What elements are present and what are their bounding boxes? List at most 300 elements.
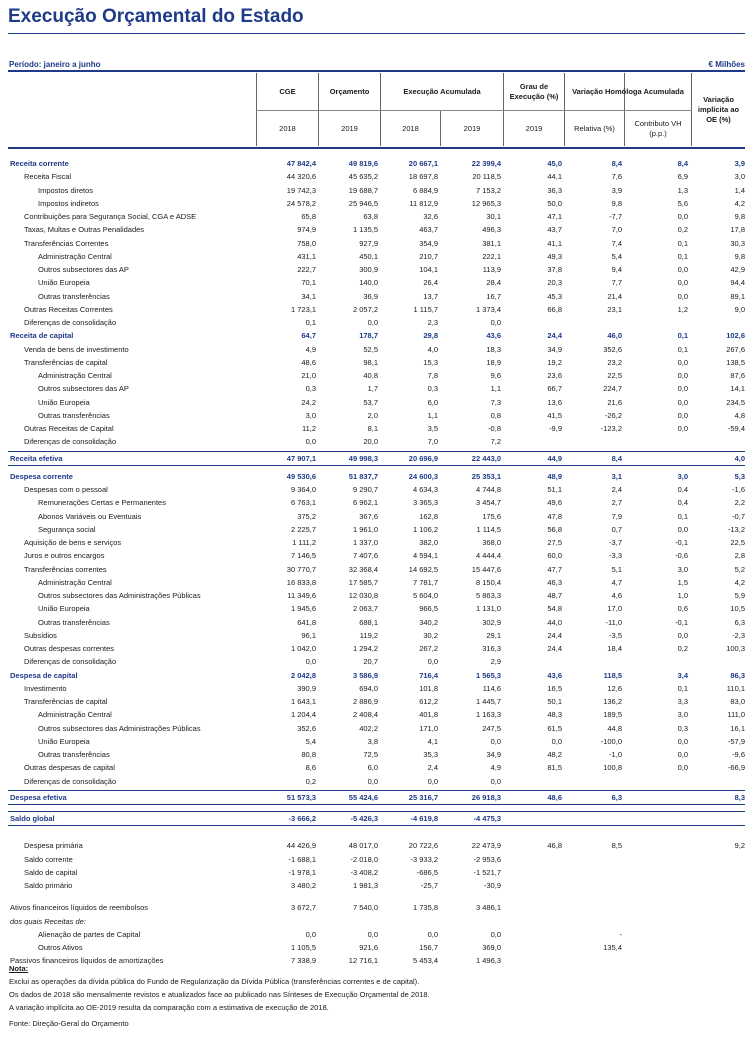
cell-value: 102,6 [726,331,745,341]
row-label: Outras Receitas de Capital [24,424,114,433]
cell-value: 175,6 [482,511,501,521]
cell-value: 47,8 [547,511,562,521]
cell-value: 4 594,1 [412,551,438,561]
cell-value: 352,6 [297,723,316,733]
cell-value: 100,3 [726,644,745,653]
cell-value: 51 573,3 [286,792,316,802]
cell-value: 51 837,7 [348,471,378,481]
cell-value: 21,4 [607,291,622,301]
cell-value: 64,7 [301,331,316,341]
cell-value: 2 063,7 [352,604,378,614]
row-label: Outros subsectores das AP [38,265,129,274]
table-row [8,197,745,210]
cell-value: 86,3 [730,670,745,680]
cell-value: 3,4 [677,670,688,680]
cell-value: 9,8 [734,212,745,221]
table-row [8,928,745,941]
cell-value: 25 946,5 [348,198,378,208]
table-row [8,549,745,562]
cell-value: 22,5 [607,371,622,380]
row-label: Saldo de capital [24,867,78,877]
cell-value: 5,6 [677,198,688,208]
table-row [8,409,745,422]
cell-value: 22 399,4 [471,159,501,168]
table-row [8,629,745,642]
row-label: Remunerações Certas e Permanentes [38,498,166,508]
cell-value: 3,3 [677,697,688,706]
cell-value: 7 540,0 [352,903,378,913]
cell-value: 24,4 [547,331,562,341]
cell-value: 4,0 [427,344,438,354]
cell-value: 1 735,8 [412,903,438,913]
cell-value: 17,8 [730,225,745,235]
cell-value: -1,0 [609,750,622,759]
table-row [8,470,745,483]
cell-value: -3 666,2 [288,814,316,823]
table-row [8,735,745,748]
col-relativa: Relativa (%) [574,123,615,133]
cell-value: 450,1 [359,251,378,261]
cell-value: 4,6 [611,591,622,600]
cell-value: 46,8 [547,841,562,851]
cell-value: 7 153,2 [475,185,501,195]
header-divider [8,147,745,149]
cell-value: 4,2 [734,198,745,208]
cell-value: 54,8 [547,604,562,614]
cell-value: 4,9 [490,763,501,773]
cell-value: 367,6 [359,511,378,521]
cell-value: 0,0 [367,318,378,327]
cell-value: 6,3 [734,617,745,627]
cell-value: 20,3 [547,278,562,288]
cell-value: 369,0 [482,943,501,952]
cell-value: 0,0 [427,776,438,786]
cell-value: 0,0 [490,776,501,786]
table-row [8,941,745,954]
cell-value: 2,4 [611,485,622,494]
col-year: 2018 [402,123,419,133]
cell-value: 300,9 [359,265,378,274]
cell-value: 22,5 [730,538,745,547]
cell-value: 5,9 [734,591,745,600]
cell-value: 612,2 [419,697,438,706]
cell-value: 44 320,6 [286,172,316,182]
table-row [8,382,745,395]
col-year: 2019 [525,123,543,133]
cell-value: 49 530,6 [286,471,316,481]
cell-value: 101,8 [419,683,438,693]
cell-value: -100,0 [600,736,622,746]
cell-value: 16 833,8 [286,577,316,587]
title-divider [8,33,745,34]
cell-value: 2 042,8 [290,670,316,680]
cell-value: 1 565,3 [475,670,501,680]
table-row [8,866,745,879]
cell-value: -9,9 [549,424,562,433]
cell-value: 55 424,6 [348,792,378,802]
row-label: Outras transferências [38,750,110,759]
cell-value: 70,1 [301,278,316,288]
cell-value: 2,8 [734,551,745,561]
cell-value: 189,5 [603,710,622,720]
cell-value: 0,1 [677,331,688,341]
table-row [8,708,745,721]
table-row [8,483,745,496]
cell-value: 12 965,3 [471,198,501,208]
cell-value: 390,9 [297,683,316,693]
cell-value: 4,2 [734,577,745,587]
cell-value: 61,5 [547,723,562,733]
cell-value: 0,8 [490,410,501,420]
cell-value: - [619,929,622,939]
cell-value: 7,0 [427,437,438,447]
cell-value: 100,8 [603,763,622,773]
cell-value: 83,0 [730,697,745,706]
cell-value: 40,8 [363,371,378,380]
cell-value: 136,2 [603,697,622,706]
cell-value: 51,1 [547,485,562,494]
cell-value: 22 473,9 [471,841,501,851]
cell-value: 8,6 [305,763,316,773]
cell-value: 110,1 [726,683,745,693]
cell-value: 43,6 [547,670,562,680]
cell-value: 0,3 [305,384,316,394]
cell-value: -0,6 [675,551,688,561]
cell-value: 8,4 [611,453,622,463]
cell-value: 7,2 [490,437,501,447]
cell-value: 30,1 [486,212,501,221]
row-label: Transferências correntes [24,564,107,574]
cell-value: 224,7 [603,384,622,394]
cell-value: 1 445,7 [475,697,501,706]
table-row [8,356,745,369]
col-contributo: Contributo VH (p.p.) [634,118,682,138]
cell-value: 9,8 [611,198,622,208]
cell-value: 0,2 [677,644,688,653]
row-label: Aquisição de bens e serviços [24,538,122,547]
cell-value: 1 042,0 [290,644,316,653]
cell-value: -1 521,7 [473,867,501,877]
cell-value: 2,9 [490,657,501,667]
row-label: Venda de bens de investimento [24,344,129,354]
cell-value: 98,1 [363,357,378,367]
cell-value: 9,8 [734,251,745,261]
table-row [8,276,745,289]
cell-value: -3,5 [609,630,622,640]
table-row [8,536,745,549]
table-row [8,669,745,682]
row-label: Impostos diretos [38,185,94,195]
table-row [8,748,745,761]
table-row [8,790,745,805]
cell-value: -2,3 [732,630,745,640]
cell-value: 138,5 [726,357,745,367]
cell-value: 118,5 [603,670,622,680]
unit-label: € Milhões [708,60,745,69]
cell-value: 35,3 [423,750,438,759]
cell-value: 23,6 [547,371,562,380]
row-label: Passivos financeiros líquidos de amortizações [10,956,164,966]
cell-value: 25 316,7 [408,792,438,802]
cell-value: 5,4 [611,251,622,261]
cell-value: 8 150,4 [475,577,501,587]
row-label: Saldo primário [24,881,73,890]
cell-value: 0,4 [677,498,688,508]
cell-value: 48,7 [547,591,562,600]
table-row [8,642,745,655]
cell-value: 2 057,2 [352,304,378,314]
cell-value: 3,9 [611,185,622,195]
cell-value: 5 604,0 [412,591,438,600]
table-row [8,303,745,316]
cell-value: 2 886,9 [352,697,378,706]
row-label: União Europeia [38,604,90,614]
cell-value: -0,1 [675,617,688,627]
cell-value: 89,1 [730,291,745,301]
cell-value: 63,8 [363,212,378,221]
table-row [8,422,745,435]
cell-value: 114,6 [482,683,501,693]
cell-value: 32 368,4 [348,564,378,574]
cell-value: 340,2 [419,617,438,627]
col-variacao-oe: Variação implícita ao OE (%) [697,95,740,124]
cell-value: 1 131,0 [475,604,501,614]
cell-value: 20 696,9 [408,453,438,463]
cell-value: 8,1 [367,424,378,433]
cell-value: 16,5 [547,683,562,693]
cell-value: 24,2 [301,397,316,407]
row-label: Receita Fiscal [24,172,72,182]
cell-value: 2,4 [427,763,438,773]
cell-value: 113,9 [482,265,501,274]
cell-value: 47,1 [547,212,562,221]
cell-value: 496,3 [482,225,501,235]
cell-value: 4,1 [427,736,438,746]
cell-value: 81,5 [547,763,562,773]
cell-value: 44,0 [547,617,562,627]
cell-value: 1,0 [677,591,688,600]
cell-value: 34,9 [547,344,562,354]
cell-value: -3 408,2 [350,867,378,877]
cell-value: 0,0 [677,371,688,380]
cell-value: 222,1 [482,251,501,261]
cell-value: 0,2 [677,225,688,235]
cell-value: 41,5 [547,410,562,420]
cell-value: 0,1 [677,511,688,521]
cell-value: 6,0 [367,763,378,773]
cell-value: 42,9 [730,265,745,274]
cell-value: 36,9 [363,291,378,301]
table-row [8,237,745,250]
cell-value: 6,3 [611,792,622,802]
cell-value: 4,7 [611,577,622,587]
table-row [8,223,745,236]
cell-value: 10,5 [730,604,745,614]
cell-value: 0,1 [305,318,316,327]
row-label: Outras transferências [38,410,110,420]
cell-value: 0,0 [677,265,688,274]
cell-value: 641,8 [297,617,316,627]
cell-value: 14,1 [730,384,745,394]
cell-value: 4 444,4 [475,551,501,561]
table-row [8,616,745,629]
cell-value: 45,0 [547,159,562,168]
cell-value: 0,0 [490,929,501,939]
cell-value: 0,0 [677,763,688,773]
cell-value: 1 945,6 [290,604,316,614]
cell-value: 8,5 [611,841,622,851]
cell-value: 30,2 [423,630,438,640]
cell-value: 1,5 [677,577,688,587]
cell-value: 0,0 [551,736,562,746]
row-label: Saldo global [10,814,55,823]
cell-value: -0,7 [732,511,745,521]
row-label: Diferenças de consolidação [24,437,117,447]
cell-value: 463,7 [419,225,438,235]
cell-value: 49,3 [547,251,562,261]
row-label: Transferências Correntes [24,238,109,248]
cell-value: 1,1 [490,384,501,394]
row-label: União Europeia [38,278,90,288]
cell-value: 3 586,9 [352,670,378,680]
cell-value: 1 163,3 [475,710,501,720]
cell-value: 48,6 [301,357,316,367]
table-row [8,915,745,928]
cell-value: 27,5 [547,538,562,547]
cell-value: 1 294,2 [352,644,378,653]
cell-value: 22 443,0 [471,453,501,463]
cell-value: -30,9 [483,881,501,890]
cell-value: 80,8 [301,750,316,759]
cell-value: 156,7 [419,943,438,952]
cell-value: 20 118,5 [472,172,501,182]
table-row [8,655,745,668]
cell-value: 302,9 [482,617,501,627]
cell-value: 1 961,0 [352,524,378,534]
cell-value: 1 981,3 [352,881,378,890]
cell-value: 18 697,8 [408,172,438,182]
cell-value: 47 907,1 [286,453,316,463]
row-label: Receita efetiva [10,453,63,463]
table-row [8,435,745,448]
row-label: Diferenças de consolidação [24,318,117,327]
col-grau: Grau de Execução (%) [509,81,559,101]
cell-value: 1 114,5 [476,524,501,534]
row-label: Alienação de partes de Capital [38,929,141,939]
table-row [8,879,745,892]
cell-value: -3 933,2 [410,854,438,864]
cell-value: -3,3 [609,551,622,561]
row-label: Despesa efetiva [10,792,67,802]
cell-value: 2,3 [427,318,438,327]
cell-value: 9 290,7 [352,485,378,494]
cell-value: 4 744,8 [475,485,501,494]
cell-value: 21,6 [607,397,622,407]
cell-value: 5 863,3 [475,591,501,600]
cell-value: 24,4 [547,630,562,640]
table-row [8,761,745,774]
cell-value: 6 884,9 [412,185,438,195]
cell-value: 6 962,1 [352,498,378,508]
cell-value: 56,8 [547,524,562,534]
row-label: Receita corrente [10,159,69,168]
table-row [8,775,745,788]
table-row [8,853,745,866]
cell-value: 48 017,0 [348,841,378,851]
row-label: União Europeia [38,736,90,746]
cell-value: 19 742,3 [286,185,316,195]
cell-value: 1,2 [677,304,688,314]
cell-value: 0,4 [677,485,688,494]
cell-value: 3 454,7 [475,498,501,508]
cell-value: 44,8 [607,723,622,733]
row-label: Segurança social [38,524,96,534]
cell-value: 44,1 [547,172,562,182]
cell-value: 402,2 [359,723,378,733]
cell-value: 24 578,2 [286,198,316,208]
cell-value: 12 030,8 [348,591,378,600]
cell-value: -1,6 [732,485,745,494]
cell-value: 19 688,7 [348,185,378,195]
row-label: Receita de capital [10,331,74,341]
cell-value: -57,9 [727,736,745,746]
row-label: Taxas, Multas e Outras Penalidades [24,225,145,235]
cell-value: 3,0 [677,564,688,574]
cell-value: 0,0 [305,929,316,939]
row-label: Outras despesas correntes [24,644,115,653]
cell-value: 247,5 [482,723,501,733]
cell-value: 234,5 [726,397,745,407]
cell-value: 3,0 [677,471,688,481]
cell-value: 1 373,4 [475,304,501,314]
cell-value: 0,0 [427,657,438,667]
cell-value: 140,0 [359,278,378,288]
row-label: Despesa de capital [10,670,78,680]
cell-value: 53,7 [363,397,378,407]
cell-value: 23,2 [607,357,622,367]
table-row [8,563,745,576]
cell-value: 66,8 [547,304,562,314]
cell-value: 11,2 [301,424,316,433]
cell-value: 7 781,7 [412,577,438,587]
cell-value: 381,1 [482,238,501,248]
row-label: dos quais Receitas de: [10,916,86,926]
cell-value: 7 407,6 [352,551,378,561]
table-row [8,510,745,523]
cell-value: 3,5 [427,424,438,433]
col-year: 2019 [463,123,481,133]
cell-value: 11 349,6 [287,591,316,600]
cell-value: -5 426,3 [350,814,378,823]
cell-value: -9,6 [732,750,745,759]
row-label: Outras Receitas Correntes [24,304,113,314]
cell-value: 7,9 [611,511,622,521]
cell-value: 16,7 [486,291,501,301]
cell-value: 0,1 [677,344,688,354]
notes-title: Nota: [9,964,29,973]
cell-value: 974,9 [297,225,316,235]
cell-value: 2 225,7 [290,524,316,534]
cell-value: 9,4 [611,265,622,274]
cell-value: 6,9 [677,172,688,182]
cell-value: 5,1 [611,564,622,574]
cell-value: 13,7 [423,291,438,301]
cell-value: 60,0 [547,551,562,561]
cell-value: 6,0 [427,397,438,407]
row-label: Outros subsectores das Administrações Públicas [38,723,201,733]
table-row [8,682,745,695]
cell-value: 1 135,5 [352,225,378,235]
